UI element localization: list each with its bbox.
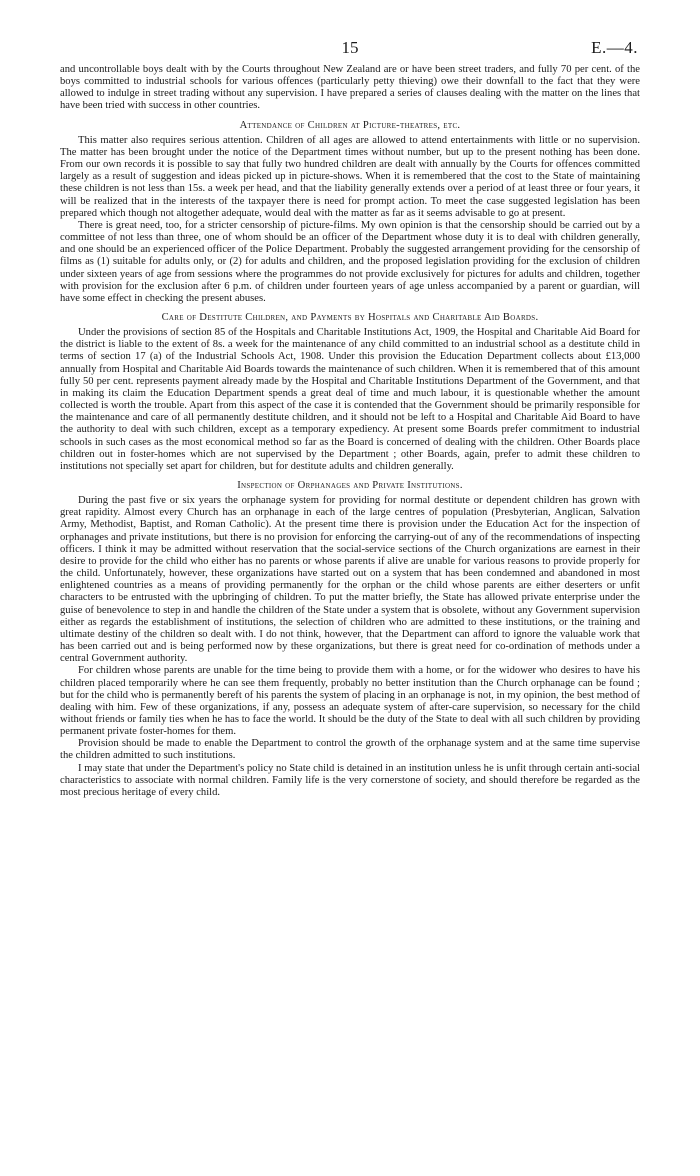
body-paragraph: For children whose parents are unable for the time being to provide them with a home, or for the widower who desires to have his children placed temporarily where he can see them frequently, probably no better institution than the Church orphanage can be found ; but for the child who is permanently bereft of his parents the system of placing in an orphanage is not, in my opinion, the best method of dealing with him. Few of these organizations, if any, possess an adequate system of after-care supervision, so necessary for the child without friends or family ties when he has to face the world. It should be the duty of the State to deal with all such children by providing permanent private foster-homes for them. (60, 665, 640, 738)
page-header (60, 36, 640, 64)
body-paragraph: There is great need, too, for a stricter censorship of picture-films. My own opinion is that the censorship should be carried out by a committee of not less than three, one of whom should be an officer of the Department whose duty it is to deal with children generally, and one should be an experienced officer of the Police Department. Probably the suggested arrangement providing for the censorship of films as (1) suitable for adults only, or (2) for adults and children, and the proposed legislation providing for the exclusion of children under sixteen years of age from sessions where the programmes do not provide exclusively for pictures for adults and children, together with provision for the exclusion after 6 p.m. of children under fourteen years of age unless accompanied by a parent or guardian, will have some effect in checking the present abuses. (60, 219, 640, 304)
section-picture-theatres (60, 120, 640, 305)
section-heading: Care of Destitute Children, and Payments by Hospitals and Charitable Aid Boards. (161, 311, 539, 323)
body-paragraph: I may state that under the Department's policy no State child is detained in an institution unless he is unfit through certain anti-social characteristics to associate with normal children. Family life is the very cornerstone of society, and should therefore be regarded as the most precious heritage of every child. (60, 762, 640, 798)
body-paragraph: Provision should be made to enable the Department to control the growth of the orphanage system and at the same time supervise the children admitted to such institutions. (60, 738, 640, 762)
document-reference: E.—4. (591, 38, 638, 57)
section-heading: Inspection of Orphanages and Private Institutions. (237, 480, 463, 491)
section-orphanages (60, 480, 640, 799)
section-street-trading (60, 64, 640, 113)
body-paragraph: Under the provisions of section 85 of the Hospitals and Charitable Institutions Act, 1909, the Hospital and Charitable Aid Board for the district is liable to the extent of 8s. a week for the maintenance of any child committed to an industrial school as a destitute child in terms of section 17 (a) of the Industrial Schools Act, 1908. Under this provision the Education Department collects about £13,000 annually from Hospital and Charitable Aid Boards towards the maintenance of such children. When it is remembered that of this amount fully 50 per cent. represents payment already made by the Hospital and Charitable Institutions Department of the Government, and that in making its claim the Education Department spends a great deal of time and much labour, it is questionable whether the amount collected is worth the trouble. Apart from this aspect of the case it is contended that the Government should be primarily responsible for the maintenance and care of all permanently destitute children, and it should not be left to a Hospital and Charitable Aid Board to have the authority to deal with such children, except as a temporary expediency. At present some Boards prefer commitment to industrial schools in such cases as the most economical method so far as the Board is concerned of dealing with the children. Other Boards place children out in foster-homes which are not supervised by the Department ; other Boards, again, prefer to admit these children to institutions not specially set apart for children, but for destitute adults and children generally. (60, 327, 640, 472)
body-paragraph: During the past five or six years the orphanage system for providing for normal destitute or dependent children has grown with great rapidity. Almost every Church has an orphanage in each of the large centres of population (Presbyterian, Anglican, Salvation Army, Methodist, Baptist, and Roman Catholic). At the present time there is provision under the Education Act for the inspection of orphanages and private institutions, but there is no provision for enforcing the carrying-out of any of the recommendations of inspecting officers. I think it may be admitted without reservation that the social-service sections of the Church organizations are earnest in their desire to provide for the child who either has no parents or whose parents if alive are unable for various reasons to provide properly for the child. Unfortunately, however, these organizations have started out on a system that has been condemned and abandoned in most enlightened countries as a means of providing permanently for the orphan or the child whose parents are either deserters or unfit characters to be entrusted with the upbringing of children. To put the matter briefly, the State has allowed private enterprise under the guise of benevolence to step in and handle the children of the State under a system that is obsolete, without any Government supervision either as regards the establishment of institutions, the selection of children who are admitted to these institutions, or the training and ultimate destiny of the children so dealt with. I do not think, however, that the Department can afford to ignore the valuable work that has been carried out and is being performed now by these organizations, but there is great need for co-ordination of methods under a central Government authority. (60, 495, 640, 665)
body-paragraph: This matter also requires serious attention. Children of all ages are allowed to attend entertainments with little or no supervision. The matter has been brought under the notice of the Department times without number, but up to the present nothing has been done. From our own records it is possible to say that fully two hundred children are dealt with annually by the Courts for offences committed largely as a result of suggestion and ideas picked up in picture-shows. When it is remembered that the cost to the State of maintaining these children is not less than 15s. a week per head, and that the liability generally extends over a period of at least three or four years, it will be realized that in the interests of the taxpayer there is need for prompt action. To meet the case suggested legislation has been prepared which though not altogether adequate, would deal with the matter as far as it seems advisable to go at present. (60, 134, 640, 219)
section-destitute-children (60, 312, 640, 473)
page-number: 15 (341, 38, 359, 57)
body-paragraph: and uncontrollable boys dealt with by the Courts throughout New Zealand are or have been street traders, and fully 70 per cent. of the boys committed to industrial schools for various offences (particularly petty thieving) owe their downfall to the fact that they were allowed to indulge in street trading without any supervision. I have prepared a series of clauses dealing with the matter on the lines that have been tried with success in other countries. (60, 64, 640, 112)
section-heading: Attendance of Children at Picture-theatres, etc. (239, 119, 461, 131)
